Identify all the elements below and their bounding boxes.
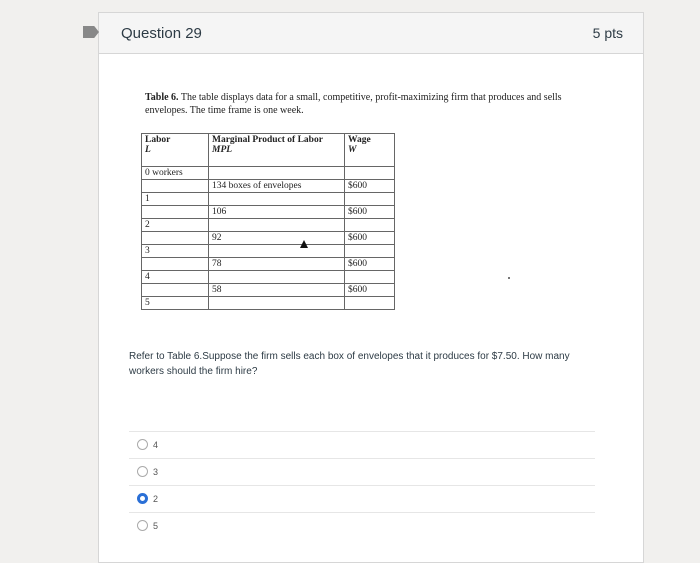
header-mpl-sub: MPL [212,145,233,155]
answer-label: 5 [153,521,159,531]
wage-cell [345,297,395,310]
header-wage-label: Wage [348,135,371,145]
radio-button-selected[interactable] [137,493,148,504]
answer-option[interactable] [129,431,595,458]
header-mpl-label: Marginal Product of Labor [212,135,323,145]
header-wage-sub: W [348,145,357,155]
mpl-cell [209,167,345,180]
labor-cell: 0 workers [142,167,209,180]
wage-cell [345,167,395,180]
wage-cell: $600 [345,180,395,193]
table-row [142,193,395,206]
table-row [142,284,395,297]
header-labor-sub: L [145,145,151,155]
mpl-cell: 92 [209,232,345,245]
answer-list [129,431,595,539]
labor-cell [142,284,209,297]
wage-cell: $600 [345,284,395,297]
table-row [142,245,395,258]
labor-cell: 4 [142,271,209,284]
mpl-cell [209,193,345,206]
mpl-cell [209,245,345,258]
labor-cell [142,232,209,245]
table-row [142,206,395,219]
header-labor-label: Labor [145,135,171,145]
mpl-cell: 58 [209,284,345,297]
mpl-cell: 78 [209,258,345,271]
table-row [142,180,395,193]
answer-option[interactable] [129,485,595,512]
header-mpl [209,134,345,167]
table-row [142,232,395,245]
table-row [142,167,395,180]
answer-label: 4 [153,440,159,450]
header-wage [345,134,395,167]
points-label: 5 pts [592,25,623,41]
caption-bold: Table 6. [145,92,179,103]
answer-option[interactable] [129,512,595,539]
data-table [141,133,395,310]
table-row [142,258,395,271]
wage-cell [345,193,395,206]
answer-label: 3 [153,467,159,477]
wage-cell [345,219,395,232]
question-header [99,13,643,54]
labor-cell [142,206,209,219]
answer-option[interactable] [129,458,595,485]
wage-cell: $600 [345,232,395,245]
table-row [142,271,395,284]
mpl-cell: 106 [209,206,345,219]
mpl-cell [209,219,345,232]
table-row [142,297,395,310]
labor-cell: 3 [142,245,209,258]
wage-cell: $600 [345,258,395,271]
labor-cell: 2 [142,219,209,232]
question-title: Question 29 [121,25,202,42]
wage-cell: $600 [345,206,395,219]
radio-button[interactable] [137,439,148,450]
wage-cell [345,271,395,284]
question-card [98,12,644,563]
stray-dot [508,277,510,279]
radio-button[interactable] [137,466,148,477]
wage-cell [345,245,395,258]
labor-cell [142,258,209,271]
labor-cell: 1 [142,193,209,206]
caption-text: The table displays data for a small, competitive, profit-maximizing firm that produces and sells envelopes. The time frame is one week. [145,92,562,116]
table-caption [145,91,575,117]
header-labor [142,134,209,167]
table-header-row [142,134,395,167]
radio-button[interactable] [137,520,148,531]
mpl-cell [209,271,345,284]
labor-cell [142,180,209,193]
mpl-cell: 134 boxes of envelopes [209,180,345,193]
mpl-cell [209,297,345,310]
flag-icon[interactable] [83,26,99,38]
mouse-cursor-icon [300,240,308,248]
question-prompt: Refer to Table 6.Suppose the firm sells each box of envelopes that it produces for $7.50. How many workers should the firm hire? [129,351,570,377]
labor-cell: 5 [142,297,209,310]
table-row [142,219,395,232]
answer-label: 2 [153,494,159,504]
